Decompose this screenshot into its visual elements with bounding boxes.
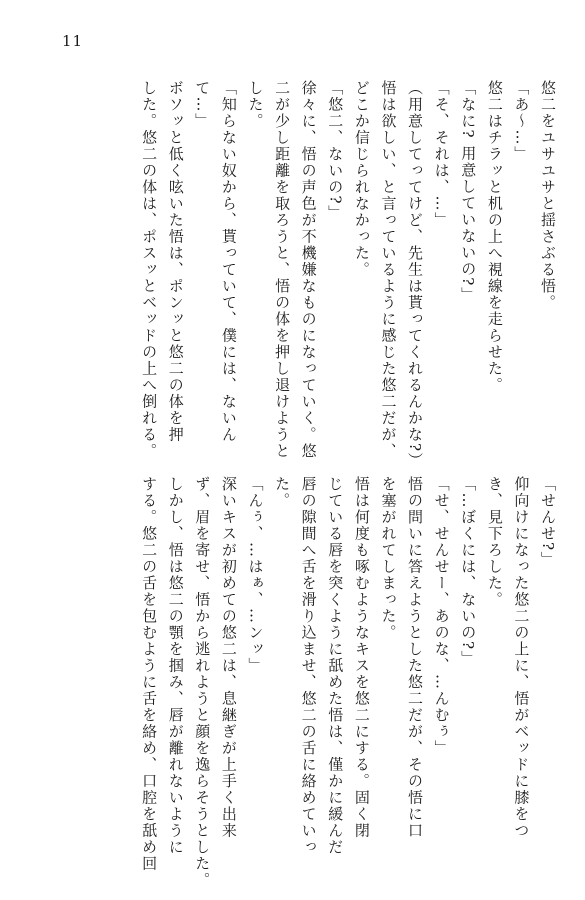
text-line: 悟は欲しい、と言っているように感じた悠二だが、	[379, 80, 398, 460]
text-line: 唇の隙間へ舌を滑り込ませ、悠二の舌に絡めていっ	[299, 476, 318, 856]
text-line: 徐々に、悟の声色が不機嫌なものになっていく。悠	[299, 80, 318, 460]
text-line: 「せんせ?」	[539, 476, 557, 569]
text-line: した。悠二の体は、ポスッとベッドの上へ倒れる。	[140, 80, 159, 460]
text-line: した。	[246, 80, 265, 130]
text-block-top	[26, 80, 561, 470]
text-line: する。悠二の舌を包むように舌を絡め、口腔を舐め回	[140, 476, 159, 872]
text-line: （用意してってけど、先生は貰ってくれるんかな?）	[406, 80, 425, 470]
text-line: 「そ、それは、…」	[432, 80, 451, 229]
text-line: た。	[273, 476, 292, 509]
text-line: 深いキスが初めての悠二は、息継ぎが上手く出来	[219, 476, 238, 839]
text-line: を塞がれてしまった。	[379, 476, 398, 641]
text-line: 「なに? 用意していないの?」	[459, 80, 478, 304]
text-block-bottom	[26, 476, 561, 889]
text-line: 悠二をユサユサと揺さぶる悟。	[539, 80, 557, 311]
text-line: 「…ぼくには、ないの?」	[459, 476, 478, 668]
text-line: 悟の問いに答えようとした悠二だが、その悟に口	[406, 476, 425, 839]
text-line: 「せ、せんせー、あのな、…んむぅ」	[432, 476, 451, 757]
page-number: 11	[62, 32, 84, 50]
text-line: 仰向けになった悠二の上に、悟がベッドに膝をつ	[512, 476, 531, 839]
text-line: き、見下ろした。	[485, 476, 504, 608]
text-line: 「悠二、ないの?」	[326, 80, 345, 222]
text-line: て…」	[193, 80, 212, 130]
text-line: どこか信じられなかった。	[352, 80, 371, 278]
text-line: ボソッと低く呟いた悟は、ポンッと悠二の体を押	[166, 80, 185, 443]
text-line: 悟は何度も啄むようなキスを悠二にする。固く閉	[352, 476, 371, 839]
text-line: 悠二はチラッと机の上へ視線を走らせた。	[485, 80, 504, 394]
text-line: じている唇を突くように舐めた悟は、僅かに緩んだ	[326, 476, 345, 856]
text-line: 二が少し距離を取ろうと、悟の体を押し退けようと	[273, 80, 292, 460]
text-line: しかし、悟は悠二の顎を掴み、唇が離れないように	[166, 476, 185, 856]
text-line: ず、眉を寄せ、悟から逃れようと顔を逸らそうとした。	[193, 476, 212, 889]
text-line: 「あ〜…」	[512, 80, 531, 163]
text-line: 「知らない奴から、貰っていて、僕には、ないん	[219, 80, 238, 443]
text-line: 「んぅ、…はぁ、…ンッ」	[246, 476, 265, 674]
